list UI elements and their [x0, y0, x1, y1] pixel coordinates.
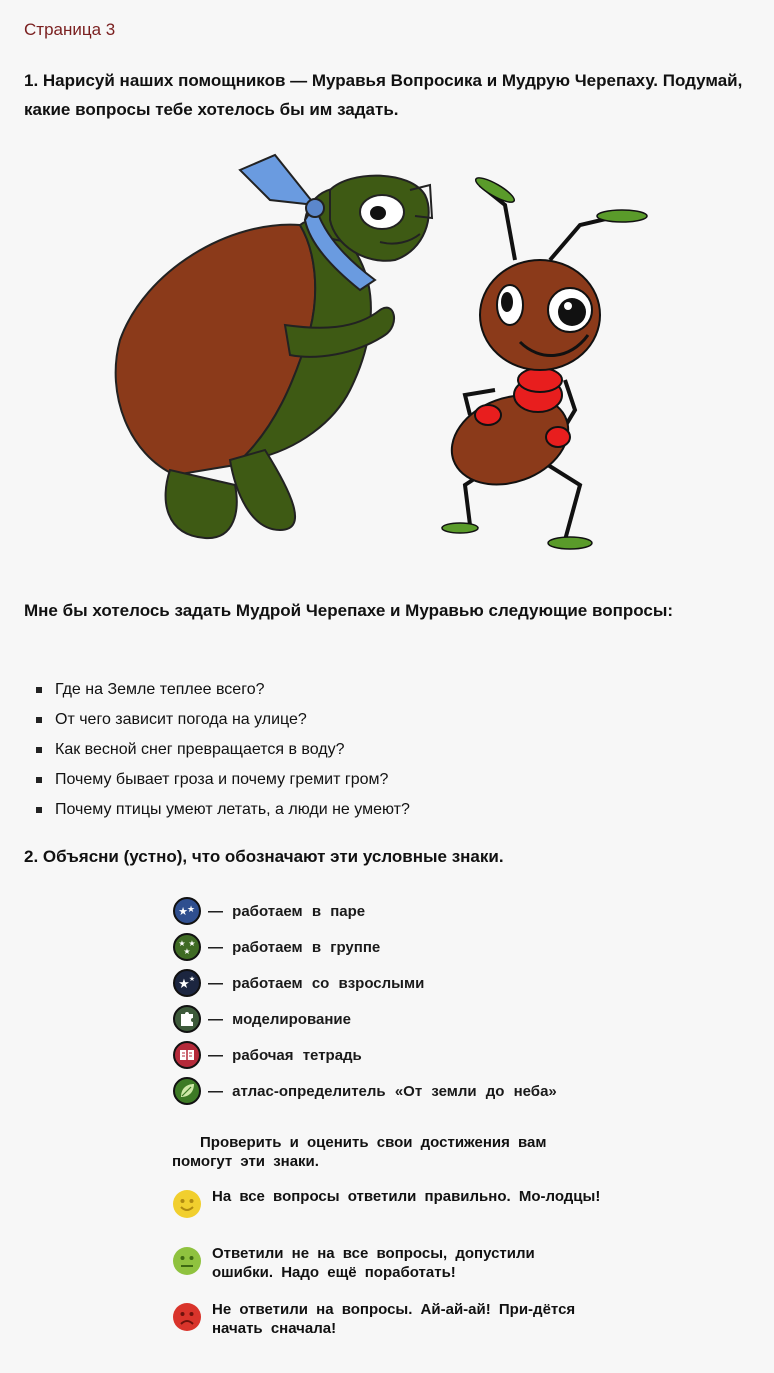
happy-face-icon — [172, 1189, 202, 1219]
group-stars-icon — [172, 932, 202, 962]
pair-stars-icon — [172, 896, 202, 926]
legend-label: — работаем в группе — [208, 938, 381, 956]
adults-stars-icon — [172, 968, 202, 998]
legend-item — [172, 893, 557, 929]
legend-item — [172, 1001, 557, 1037]
legend-item — [172, 929, 557, 965]
svg-text:★: ★ — [186, 905, 196, 915]
questions-intro: Мне бы хотелось задать Мудрой Черепахе и Муравью следующие вопросы: — [24, 601, 674, 620]
svg-text:★: ★ — [178, 905, 188, 918]
questions-list — [24, 677, 410, 827]
svg-text:★: ★ — [178, 939, 186, 948]
evaluation-item — [172, 1244, 602, 1282]
symbols-legend — [172, 893, 557, 1109]
task-1-title: 1. Нарисуй наших помощников — Муравья Вопросика и Мудрую Черепаху. Подумай, какие вопросы тебе хотелось бы им задать. — [24, 71, 743, 119]
list-item: Где на Земле теплее всего? — [24, 677, 410, 707]
list-item: Почему бывает гроза и почему гремит гром? — [24, 767, 410, 797]
page-label: Страница 3 — [24, 20, 116, 39]
puzzle-icon — [172, 1004, 202, 1034]
evaluation-text: Ответили не на все вопросы, допустили ошибки. Надо ещё поработать! — [212, 1245, 535, 1281]
leaf-icon — [172, 1076, 202, 1106]
turtle-and-ant-illustration — [110, 150, 670, 560]
legend-label: — атлас-определитель «От земли до неба» — [208, 1082, 557, 1100]
list-item: Как весной снег превращается в воду? — [24, 737, 410, 767]
evaluation-item — [172, 1300, 602, 1338]
list-item: Почему птицы умеют летать, а люди не умеют? — [24, 797, 410, 827]
svg-text:★: ★ — [183, 947, 191, 956]
svg-text:★: ★ — [188, 939, 196, 948]
legend-label: — работаем со взрослыми — [208, 974, 425, 992]
evaluation-intro: Проверить и оценить свои достижения вам помогут эти знаки. — [172, 1134, 547, 1170]
neutral-face-icon — [172, 1246, 202, 1276]
legend-item — [172, 965, 557, 1001]
wise-turtle-illustration — [116, 155, 432, 538]
workbook-icon — [172, 1040, 202, 1070]
sad-face-icon — [172, 1302, 202, 1332]
legend-label: — работаем в паре — [208, 902, 366, 920]
list-item: От чего зависит погода на улице? — [24, 707, 410, 737]
legend-label: — рабочая тетрадь — [208, 1046, 362, 1064]
svg-text:★: ★ — [178, 977, 190, 992]
ant-voprosik-illustration — [439, 174, 647, 549]
task-2-title: 2. Объясни (устно), что обозначают эти условные знаки. — [24, 847, 504, 866]
evaluation-text: Не ответили на вопросы. Ай-ай-ай! При-дётся начать сначала! — [212, 1301, 576, 1337]
legend-label: — моделирование — [208, 1010, 351, 1028]
legend-item — [172, 1073, 557, 1109]
evaluation-text: На все вопросы ответили правильно. Мо-лодцы! — [212, 1188, 601, 1205]
legend-item — [172, 1037, 557, 1073]
svg-text:★: ★ — [188, 975, 196, 983]
evaluation-item — [172, 1187, 602, 1219]
